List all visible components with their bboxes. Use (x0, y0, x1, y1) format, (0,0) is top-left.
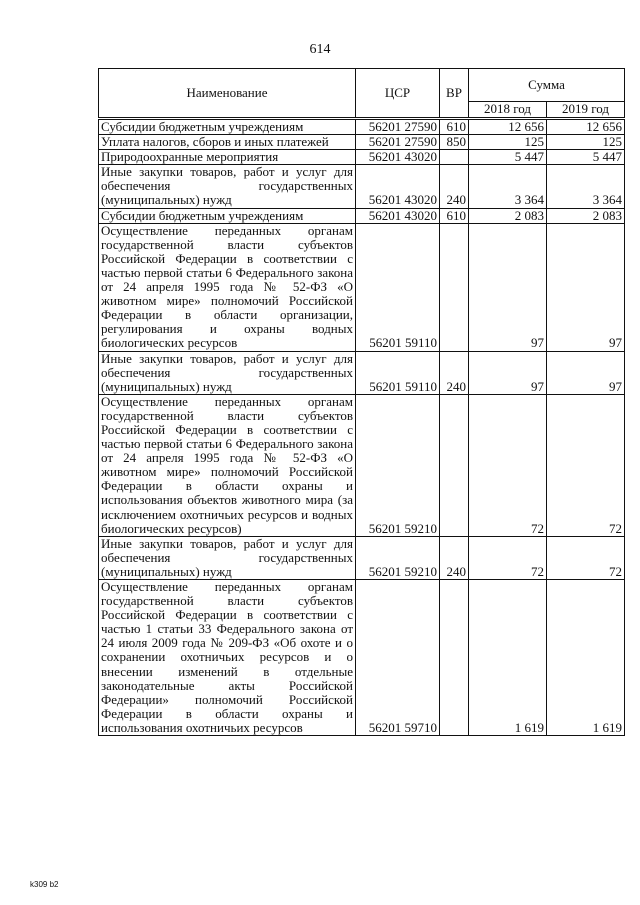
row-vr: 850 (440, 135, 469, 150)
row-csr: 56201 43020 (356, 165, 440, 208)
row-name: Осуществление переданных органам государственной власти субъектов Российской Федерации в соответствии с частью первой статьи 6 Федерального закона от 24 апреля 1995 года № 52-ФЗ «О животном мире» полномочий Российской Федерации в области охраны и использования объектов животного мира (за исключением охотничьих ресурсов и водных биологических ресурсов) (99, 394, 356, 536)
table-body (99, 119, 625, 736)
header-name: Наименование (99, 69, 356, 119)
table-row (99, 351, 625, 394)
row-csr: 56201 27590 (356, 135, 440, 150)
header-vr: ВР (440, 69, 469, 119)
row-vr (440, 580, 469, 736)
row-name: Иные закупки товаров, работ и услуг для обеспечения государственных (муниципальных) нужд (99, 351, 356, 394)
header-sum: Сумма (469, 69, 625, 102)
row-sum-2019: 3 364 (547, 165, 625, 208)
row-vr: 610 (440, 208, 469, 223)
row-vr (440, 150, 469, 165)
header-csr: ЦСР (356, 69, 440, 119)
row-sum-2018: 72 (469, 536, 547, 579)
page-number: 614 (309, 42, 331, 57)
row-sum-2019: 1 619 (547, 580, 625, 736)
row-sum-2019: 5 447 (547, 150, 625, 165)
row-sum-2018: 2 083 (469, 208, 547, 223)
row-sum-2018: 3 364 (469, 165, 547, 208)
row-sum-2019: 72 (547, 394, 625, 536)
row-sum-2018: 12 656 (469, 119, 547, 135)
row-sum-2018: 1 619 (469, 580, 547, 736)
row-vr: 610 (440, 119, 469, 135)
row-name: Уплата налогов, сборов и иных платежей (99, 135, 356, 150)
row-csr: 56201 59210 (356, 394, 440, 536)
header-year-2018: 2018 год (469, 102, 547, 119)
row-sum-2018: 72 (469, 394, 547, 536)
row-sum-2018: 97 (469, 351, 547, 394)
row-csr: 56201 59110 (356, 351, 440, 394)
row-sum-2019: 72 (547, 536, 625, 579)
row-vr: 240 (440, 536, 469, 579)
row-vr: 240 (440, 165, 469, 208)
header-year-2019: 2019 год (547, 102, 625, 119)
budget-table (98, 68, 625, 736)
table-row (99, 223, 625, 351)
row-csr: 56201 43020 (356, 208, 440, 223)
footer-code: k309 b2 (30, 880, 59, 889)
row-name: Субсидии бюджетным учреждениям (99, 208, 356, 223)
row-sum-2019: 12 656 (547, 119, 625, 135)
row-vr (440, 223, 469, 351)
row-name: Природоохранные мероприятия (99, 150, 356, 165)
row-sum-2018: 5 447 (469, 150, 547, 165)
table-header (99, 69, 625, 119)
row-name: Осуществление переданных органам государственной власти субъектов Российской Федерации в соответствии с частью первой статьи 6 Федерального закона от 24 апреля 1995 года № 52-ФЗ «О животном мире» полномочий Российской Федерации в области организации, регулирования и охраны водных биологических ресурсов (99, 223, 356, 351)
table-row (99, 150, 625, 165)
row-name: Субсидии бюджетным учреждениям (99, 119, 356, 135)
table-row (99, 135, 625, 150)
table-row (99, 536, 625, 579)
row-sum-2019: 97 (547, 223, 625, 351)
row-csr: 56201 59710 (356, 580, 440, 736)
row-name: Осуществление переданных органам государственной власти субъектов Российской Федерации в соответствии с частью 1 статьи 33 Федерального закона от 24 июля 2009 года № 209-ФЗ «Об охоте и о сохранении охотничьих ресурсов и о внесении изменений в отдельные законодательные акты Российской Федерации» полномочий Российской Федерации в области охраны и использования охотничьих ресурсов (99, 580, 356, 736)
row-csr: 56201 59210 (356, 536, 440, 579)
row-sum-2018: 125 (469, 135, 547, 150)
row-sum-2018: 97 (469, 223, 547, 351)
row-vr: 240 (440, 351, 469, 394)
row-name: Иные закупки товаров, работ и услуг для обеспечения государственных (муниципальных) нужд (99, 536, 356, 579)
table-row (99, 580, 625, 736)
row-sum-2019: 2 083 (547, 208, 625, 223)
row-csr: 56201 59110 (356, 223, 440, 351)
table-row (99, 394, 625, 536)
table-row (99, 208, 625, 223)
row-csr: 56201 27590 (356, 119, 440, 135)
row-name: Иные закупки товаров, работ и услуг для обеспечения государственных (муниципальных) нужд (99, 165, 356, 208)
row-sum-2019: 97 (547, 351, 625, 394)
table-row (99, 119, 625, 135)
row-vr (440, 394, 469, 536)
row-sum-2019: 125 (547, 135, 625, 150)
table-row (99, 165, 625, 208)
row-csr: 56201 43020 (356, 150, 440, 165)
